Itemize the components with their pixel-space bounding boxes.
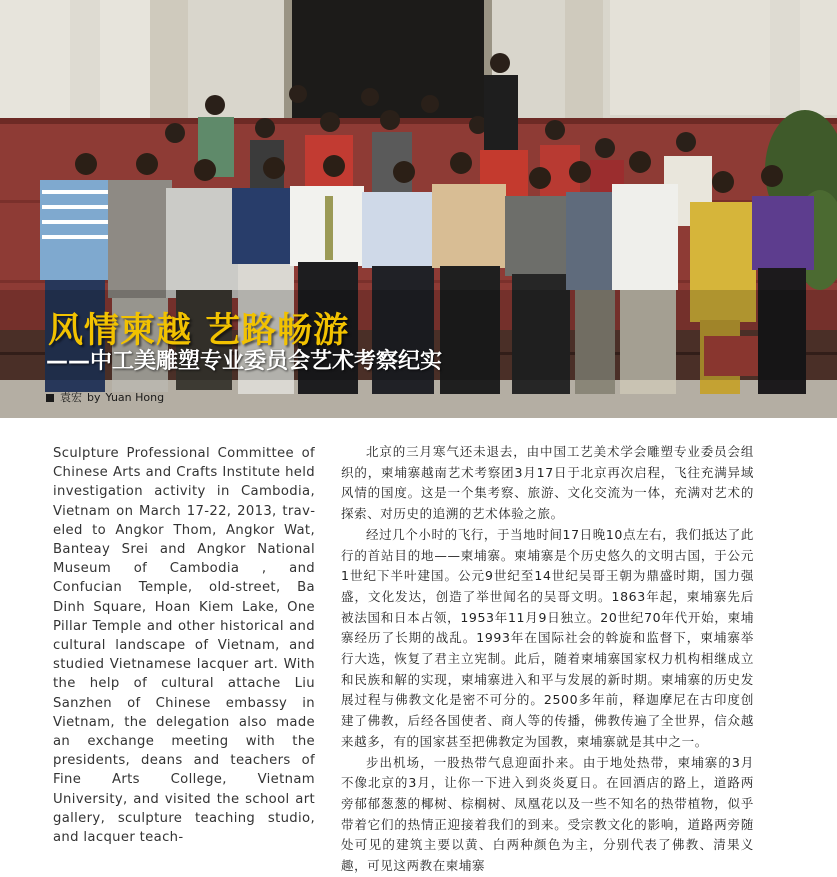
author-en: Yuan Hong bbox=[105, 391, 165, 404]
article-headline: 风情柬越 艺路畅游 bbox=[48, 311, 350, 351]
author-cn: 袁宏 bbox=[60, 391, 82, 404]
english-summary: Sculpture Professional Committee of Chinese Arts and Crafts Institute held investigation activity in Cambodia, Vietnam on March 17-22, 2013, traveled to Angkor Thom, Angkor Wat, Banteay Srei and Angkor National Museum of Cambodia , and Confucian Temple, old-street, Ba Dinh Square, Hoan Kiem Lake, One Pillar Temple and other historical and cultural landscape of Vietnam, and studied Vietnamese lacquer art. With the help of cultural attache Liu Sanzhen of Chinese embassy in Vietnam, the delegation also made an exchange meeting with the presidents, deans and teachers of Fine Arts College, Vietnam University, and visited the school art gallery, sculpture teaching studio, and lacquer teach- bbox=[53, 446, 315, 846]
chinese-paragraph: 北京的三月寒气还未退去，由中国工艺美术学会雕塑专业委员会组织的，柬埔寨越南艺术考察团3月17日于北京再次启程，飞往充满异域风情的国度。这是一个集考察、旅游、文化交流为一体，充满对艺术的探索、对历史的追溯的艺术体验之旅。 bbox=[341, 444, 754, 522]
chinese-paragraph: 经过几个小时的飞行，于当地时间17日晚10点左右，我们抵达了此行的首站目的地——柬埔寨。柬埔寨是个历史悠久的文明古国，于公元1世纪下半叶建国。公元9世纪至14世纪吴哥王朝为鼎盛时期，国力强盛，文化发达，创造了举世闻名的吴哥文明。1863年起，柬埔寨先后被法国和日本占领，1953年11月9日独立。20世纪70年代开始，柬埔寨经历了长期的战乱。1993年在国际社会的斡旋和监督下，柬埔寨举行大选，恢复了君主立宪制。此后，随着柬埔寨国家权力机构相继成立和民族和解的实现，柬埔寨进入和平与发展的新时期。柬埔寨的历史发展过程与佛教文化是密不可分的。2500多年前，释迦摩尼在古印度创建了佛教，后经各国使者、商人等的传播，佛教传遍了全世界，信众越来越多，有的国家甚至把佛教定为国教，柬埔寨就是其中之一。 bbox=[341, 526, 754, 749]
page-margin bbox=[818, 418, 837, 804]
article-subtitle: ——中工美雕塑专业委员会艺术考察纪实 bbox=[46, 349, 443, 374]
chinese-body bbox=[341, 442, 754, 877]
chinese-paragraph: 步出机场，一股热带气息迎面扑来。由于地处热带，柬埔寨的3月不像北京的3月，让你一下进入到炎炎夏日。在回酒店的路上，道路两旁郁郁葱葱的椰树、棕榈树、凤凰花以及一些不知名的热带植物，似乎带着它们的热情正迎接着我们的到来。受宗教文化的影响，道路两旁随处可见的建筑主要以黄、白两种颜色为主，分别代表了佛教、清果义趣，可见这两教在柬埔寨 bbox=[341, 754, 754, 874]
byline-by: by bbox=[87, 391, 101, 404]
byline bbox=[46, 389, 164, 405]
byline-square-icon bbox=[46, 394, 54, 402]
